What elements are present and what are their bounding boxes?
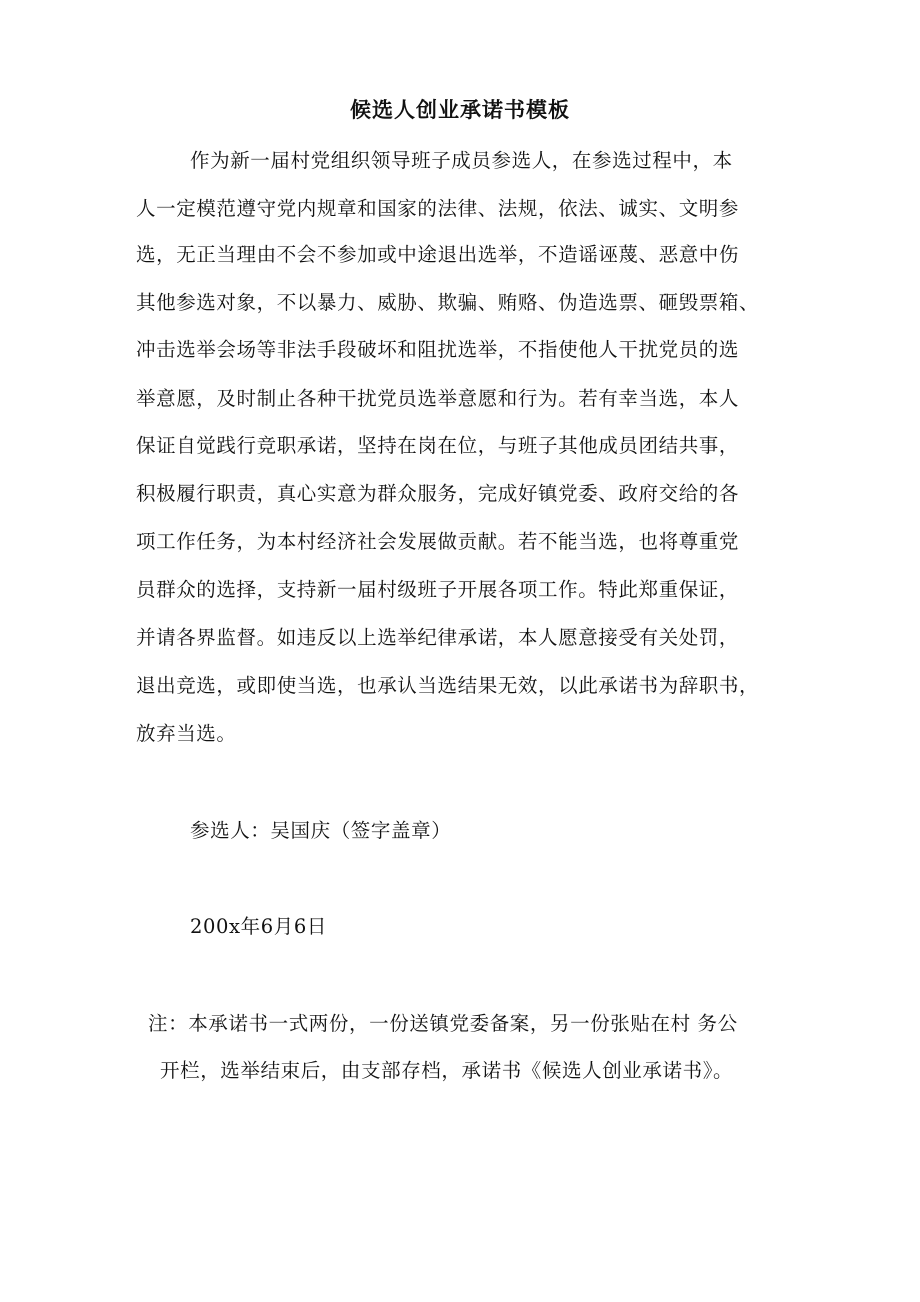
body-line: 项工作任务，为本村经济社会发展做贡献。若不能当选，也将尊重党 [136,530,740,553]
body-line: 其他参选对象，不以暴力、威胁、欺骗、贿赂、伪造选票、砸毁票箱、 [136,291,760,314]
body-line: 员群众的选择，支持新一届村级班子开展各项工作。特此郑重保证， [136,578,740,601]
date-line: 200x年6月6日 [190,915,327,938]
signature-line: 参选人：吴国庆（签字盖章） [190,819,452,842]
body-line: 人一定模范遵守党内规章和国家的法律、法规，依法、诚实、文明参 [136,197,740,220]
document-title: 候选人创业承诺书模板 [350,97,570,122]
body-line: 保证自觉践行竞职承诺，坚持在岗在位，与班子其他成员团结共事， [136,434,740,457]
body-line: 选，无正当理由不会不参加或中途退出选举，不造谣诬蔑、恶意中伤 [136,243,740,266]
body-line: 并请各界监督。如违反以上选举纪律承诺，本人愿意接受有关处罚， [136,626,740,649]
body-line: 放弃当选。 [136,722,237,745]
note-line: 注：本承诺书一式两份，一份送镇党委备案，另一份张贴在村 务公 [148,1012,738,1035]
body-line: 积极履行职责，真心实意为群众服务，完成好镇党委、政府交给的各 [136,482,740,505]
body-line: 冲击选举会场等非法手段破坏和阻扰选举，不指使他人干扰党员的选 [136,338,740,361]
body-line: 举意愿，及时制止各种干扰党员选举意愿和行为。若有幸当选，本人 [136,387,740,410]
body-line: 退出竞选，或即使当选，也承认当选结果无效，以此承诺书为辞职书， [136,674,760,697]
body-line: 作为新一届村党组织领导班子成员参选人，在参选过程中，本 [190,149,733,172]
note-line: 开栏，选举结束后，由支部存档，承诺书《候选人创业承诺书》。 [160,1059,734,1082]
